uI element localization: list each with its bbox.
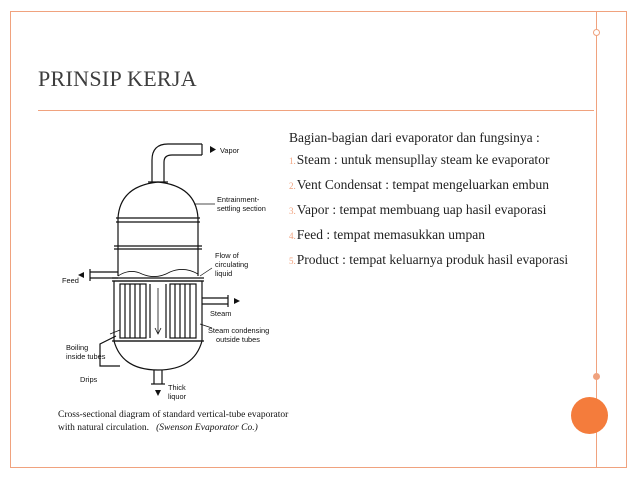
orange-circle-decoration	[571, 397, 608, 434]
list-item	[289, 201, 609, 220]
caption-line-2a: with natural circulation.	[58, 423, 150, 433]
list-number: 4.	[289, 231, 296, 241]
label-liquid: liquid	[215, 269, 233, 278]
caption-line-2	[58, 422, 290, 435]
label-liquor: liquor	[168, 392, 187, 401]
label-boiling: Boiling	[66, 343, 89, 352]
title-underline	[38, 110, 594, 111]
list-intro: Bagian-bagian dari evaporator dan fungsinya :	[289, 130, 540, 145]
slide-title: PRINSIP KERJA	[38, 66, 197, 91]
label-drips: Drips	[80, 375, 98, 384]
list-number: 3.	[289, 206, 296, 216]
label-steam: Steam	[210, 309, 232, 318]
component-list	[289, 129, 609, 276]
label-steam-condensing: Steam condensing	[208, 326, 270, 335]
evaporator-diagram	[60, 138, 285, 403]
label-circulating: circulating	[215, 260, 249, 269]
caption-source: (Swenson Evaporator Co.)	[156, 423, 258, 433]
label-outside-tubes: outside tubes	[216, 335, 260, 344]
label-settling-section: settling section	[217, 204, 266, 213]
list-item	[289, 151, 609, 170]
label-vapor: Vapor	[220, 146, 240, 155]
list-item	[289, 176, 609, 195]
list-text: Vent Condensat : tempat mengeluarkan embun	[296, 177, 550, 192]
caption-line-1: Cross-sectional diagram of standard vertical-tube evaporator	[58, 410, 289, 420]
list-text: Steam : untuk mensupllay steam ke evaporator	[296, 152, 550, 167]
label-inside-tubes: inside tubes	[66, 352, 106, 361]
list-item	[289, 251, 609, 270]
label-flow: Flow of	[215, 251, 239, 260]
list-item	[289, 226, 609, 245]
list-text: Feed : tempat memasukkan umpan	[296, 227, 485, 242]
label-entrainment: Entrainment-	[217, 195, 260, 204]
label-thick: Thick	[168, 383, 186, 392]
numbered-list	[289, 151, 609, 270]
list-text: Vapor : tempat membuang uap hasil evaporasi	[296, 202, 547, 217]
list-text: Product : tempat keluarnya produk hasil evaporasi	[296, 252, 569, 267]
list-number: 5.	[289, 256, 296, 266]
list-number: 1.	[289, 156, 296, 166]
bottom-accent-dot	[593, 373, 600, 380]
label-feed: Feed	[62, 276, 79, 285]
diagram-caption	[58, 409, 290, 435]
list-number: 2.	[289, 181, 296, 191]
top-accent-dot	[593, 29, 600, 36]
